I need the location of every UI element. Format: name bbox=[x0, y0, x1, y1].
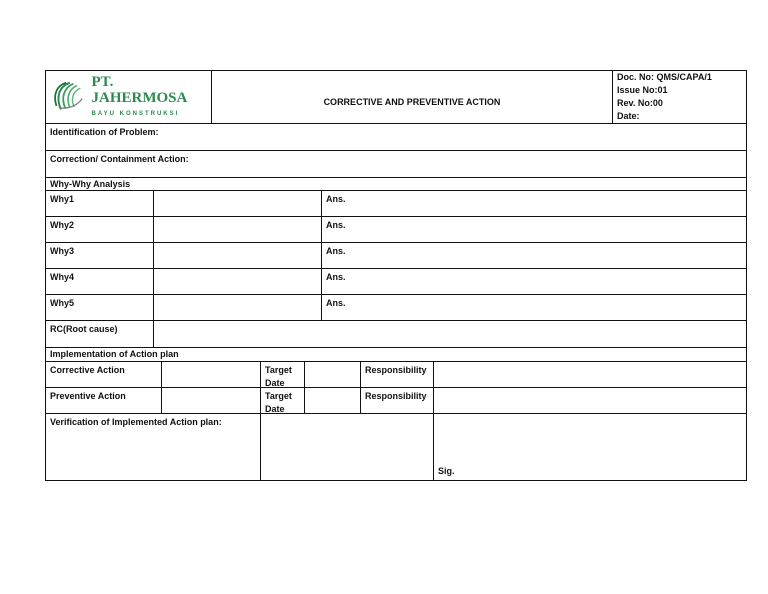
why-answer-field[interactable]: Ans. bbox=[326, 194, 346, 204]
why-answer-field[interactable]: Ans. bbox=[326, 272, 346, 282]
identification-row[interactable] bbox=[46, 124, 746, 151]
doc-number: Doc. No: QMS/CAPA/1 bbox=[617, 72, 712, 82]
why-entry-field[interactable] bbox=[154, 191, 322, 216]
implementation-label: Implementation of Action plan bbox=[50, 349, 179, 359]
why-answer-field[interactable]: Ans. bbox=[326, 246, 346, 256]
company-name: PT. JAHERMOSA bbox=[91, 73, 188, 106]
form-title: CORRECTIVE AND PREVENTIVE ACTION bbox=[212, 71, 613, 123]
verification-row bbox=[46, 414, 746, 480]
capa-form bbox=[45, 70, 747, 481]
preventive-action-label: Preventive Action bbox=[46, 388, 162, 413]
root-cause-label: RC(Root cause) bbox=[46, 321, 154, 347]
target-date-label-line1: Target bbox=[265, 365, 292, 375]
issue-number: Issue No:01 bbox=[617, 85, 668, 95]
signature-label: Sig. bbox=[438, 466, 455, 476]
why-analysis-label: Why-Why Analysis bbox=[50, 179, 131, 189]
why-answer-field[interactable]: Ans. bbox=[326, 298, 346, 308]
why-row bbox=[46, 217, 746, 243]
correction-label: Correction/ Containment Action: bbox=[50, 154, 189, 164]
revision-number: Rev. No:00 bbox=[617, 98, 663, 108]
target-date-label-line2: Date bbox=[265, 378, 285, 388]
leaf-swirl-logo-icon bbox=[52, 78, 88, 116]
why-analysis-header bbox=[46, 178, 746, 191]
root-cause-field[interactable] bbox=[154, 321, 746, 347]
target-date-field[interactable] bbox=[305, 362, 361, 387]
why-label: Why5 bbox=[46, 295, 154, 320]
why-answer-field[interactable]: Ans. bbox=[326, 220, 346, 230]
why-label: Why2 bbox=[46, 217, 154, 242]
target-date-label bbox=[261, 362, 305, 387]
responsibility-label: Responsibility bbox=[361, 362, 434, 387]
target-date-label-line2: Date bbox=[265, 404, 285, 414]
why-row bbox=[46, 295, 746, 321]
why-label: Why3 bbox=[46, 243, 154, 268]
form-header bbox=[46, 71, 746, 124]
document-info bbox=[613, 71, 746, 123]
responsibility-field[interactable] bbox=[434, 362, 746, 387]
preventive-action-field[interactable] bbox=[162, 388, 261, 413]
identification-label: Identification of Problem: bbox=[50, 127, 159, 137]
responsibility-field[interactable] bbox=[434, 388, 746, 413]
why-label: Why4 bbox=[46, 269, 154, 294]
why-entry-field[interactable] bbox=[154, 243, 322, 268]
correction-row[interactable] bbox=[46, 151, 746, 178]
target-date-label bbox=[261, 388, 305, 413]
company-tagline: BAYU KONSTRUKSI bbox=[91, 110, 180, 117]
root-cause-row bbox=[46, 321, 746, 348]
why-entry-field[interactable] bbox=[154, 295, 322, 320]
target-date-field[interactable] bbox=[305, 388, 361, 413]
why-entry-field[interactable] bbox=[154, 217, 322, 242]
responsibility-label: Responsibility bbox=[361, 388, 434, 413]
target-date-label-line1: Target bbox=[265, 391, 292, 401]
signature-field[interactable] bbox=[434, 414, 746, 480]
why-row bbox=[46, 243, 746, 269]
action-row bbox=[46, 362, 746, 388]
corrective-action-label: Corrective Action bbox=[46, 362, 162, 387]
action-row bbox=[46, 388, 746, 414]
why-row bbox=[46, 269, 746, 295]
why-entry-field[interactable] bbox=[154, 269, 322, 294]
why-label: Why1 bbox=[46, 191, 154, 216]
verification-field[interactable] bbox=[261, 414, 434, 480]
company-logo bbox=[46, 71, 212, 123]
implementation-header bbox=[46, 348, 746, 362]
doc-date: Date: bbox=[617, 111, 640, 121]
why-row bbox=[46, 191, 746, 217]
corrective-action-field[interactable] bbox=[162, 362, 261, 387]
verification-label: Verification of Implemented Action plan: bbox=[46, 414, 261, 480]
